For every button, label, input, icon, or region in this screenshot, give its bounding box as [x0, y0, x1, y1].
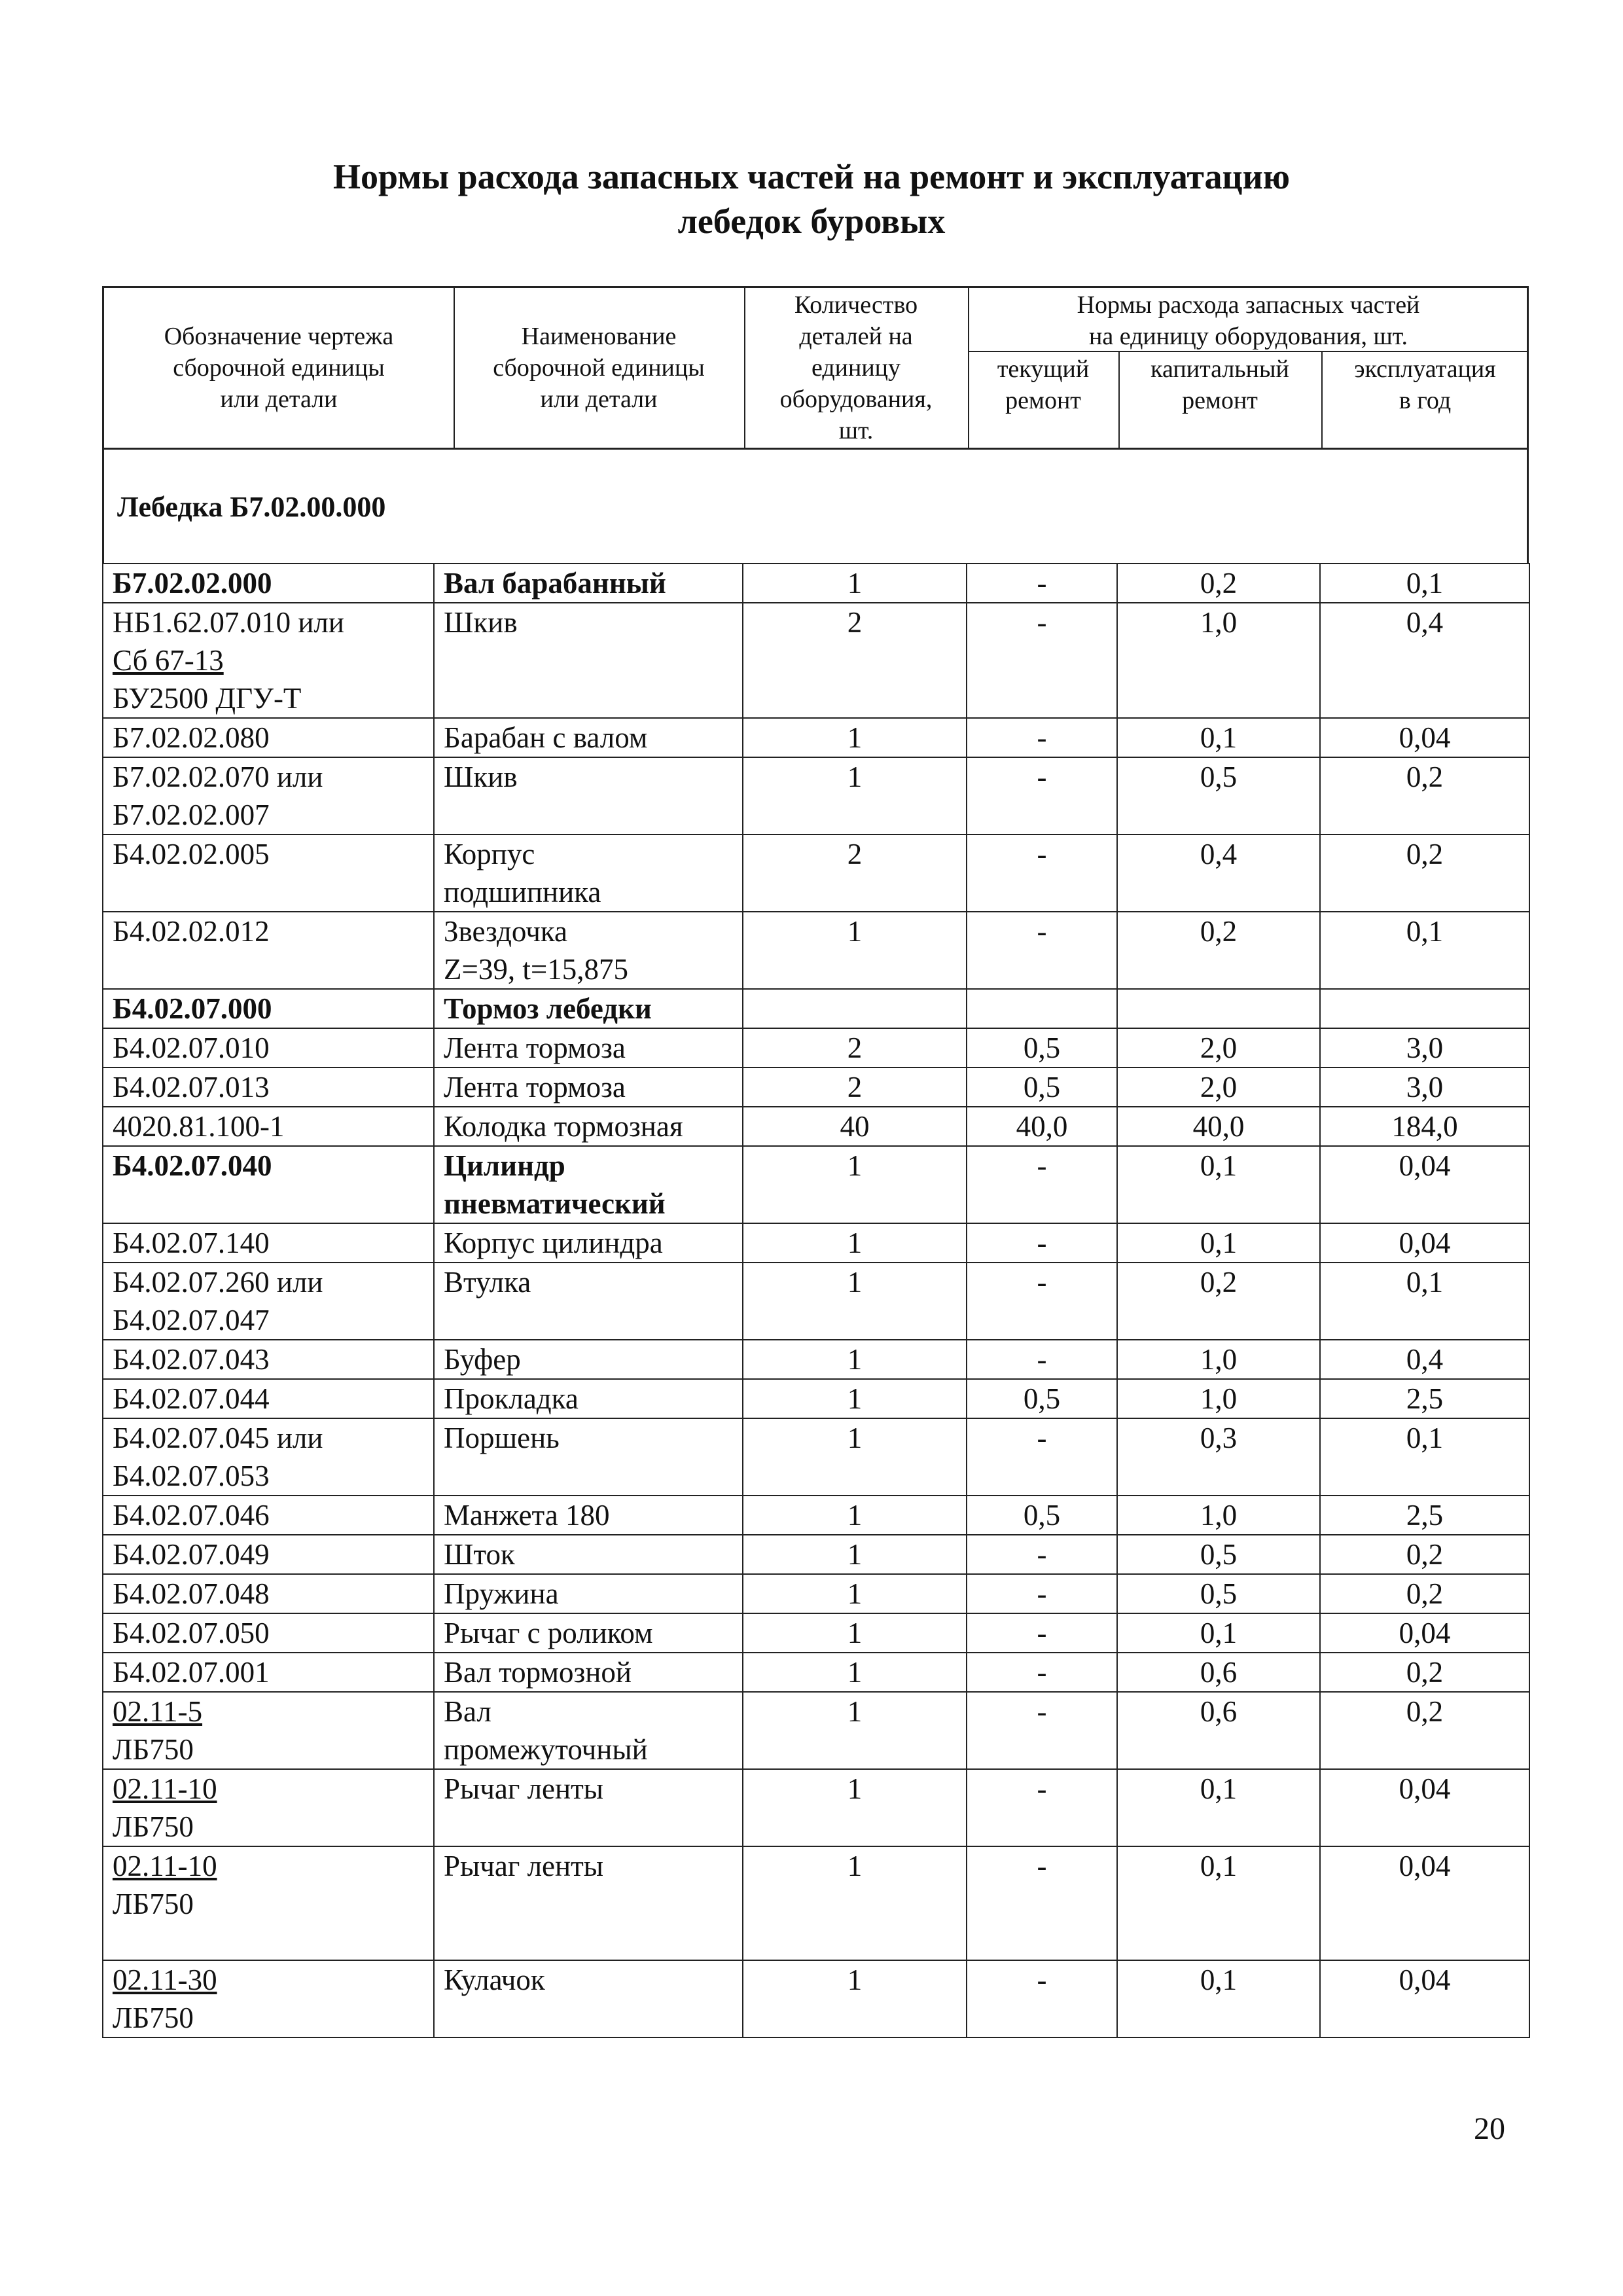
header-text: Количество [794, 291, 918, 319]
header-text: единицу [811, 354, 901, 382]
header-text: ремонт [1005, 387, 1081, 414]
cell-drawing-code [103, 603, 434, 718]
cell-quantity: 2 [743, 1067, 967, 1107]
cell-part-name [434, 1340, 743, 1379]
drawing-code-line: НБ1.62.07.010 или [113, 606, 344, 639]
cell-current-repair: - [967, 1574, 1117, 1613]
table-row [103, 1653, 1529, 1692]
cell-quantity: 1 [743, 1846, 967, 1960]
drawing-code-line: 4020.81.100-1 [113, 1110, 285, 1143]
drawing-code-line: Б7.02.02.007 [113, 798, 270, 831]
drawing-code-line: Б4.02.07.053 [113, 1460, 270, 1492]
cell-capital-repair: 0,1 [1117, 718, 1320, 757]
cell-drawing-code [103, 757, 434, 834]
cell-quantity: 1 [743, 1574, 967, 1613]
header-capital-repair [1118, 353, 1321, 416]
drawing-code-line: Б4.02.07.044 [113, 1382, 270, 1415]
cell-capital-repair: 0,1 [1117, 1223, 1320, 1263]
cell-drawing-code [103, 1496, 434, 1535]
part-name-line: Рычаг ленты [444, 1850, 603, 1882]
cell-part-name [434, 1028, 743, 1067]
drawing-code-line: 02.11-30 [113, 1964, 217, 1996]
header-text: деталей на [799, 323, 913, 350]
header-text: в год [1399, 387, 1452, 414]
drawing-code-line: ЛБ750 [113, 1810, 194, 1843]
cell-part-name [434, 718, 743, 757]
title-line-1: Нормы расхода запасных частей на ремонт и эксплуатацию [332, 157, 1290, 196]
cell-operation: 0,4 [1320, 1340, 1529, 1379]
drawing-code-line: 02.11-10 [113, 1850, 217, 1882]
cell-quantity [743, 989, 967, 1028]
part-name-line: Вал тормозной [444, 1656, 632, 1689]
cell-drawing-code [103, 1223, 434, 1263]
cell-quantity: 1 [743, 1340, 967, 1379]
table-row [103, 1146, 1529, 1223]
drawing-code-line: Б4.02.07.010 [113, 1031, 270, 1064]
cell-part-name [434, 1263, 743, 1340]
header-text: или детали [540, 386, 658, 413]
cell-capital-repair: 1,0 [1117, 1496, 1320, 1535]
cell-capital-repair: 0,1 [1117, 1960, 1320, 2037]
cell-part-name [434, 1379, 743, 1418]
cell-drawing-code [103, 564, 434, 603]
cell-operation: 0,04 [1320, 1846, 1529, 1960]
cell-current-repair: - [967, 564, 1117, 603]
cell-operation: 0,1 [1320, 912, 1529, 989]
cell-operation: 0,04 [1320, 1769, 1529, 1846]
header-drawing [104, 321, 454, 415]
cell-capital-repair: 0,1 [1117, 1613, 1320, 1653]
section-title: Лебедка Б7.02.00.000 [117, 491, 386, 523]
cell-capital-repair: 1,0 [1117, 603, 1320, 718]
cell-current-repair: 40,0 [967, 1107, 1117, 1146]
page-number: 20 [1474, 2111, 1505, 2146]
part-name-line: Пружина [444, 1577, 559, 1610]
cell-capital-repair: 0,5 [1117, 1574, 1320, 1613]
table-row [103, 757, 1529, 834]
table-row [103, 1067, 1529, 1107]
header-text: оборудования, [779, 386, 933, 413]
drawing-code-line: Б4.02.07.050 [113, 1617, 270, 1649]
cell-capital-repair: 0,3 [1117, 1418, 1320, 1496]
header-text: на единицу оборудования, шт. [1089, 323, 1408, 350]
cell-part-name [434, 1653, 743, 1692]
cell-part-name [434, 757, 743, 834]
cell-quantity: 1 [743, 718, 967, 757]
cell-part-name [434, 1223, 743, 1263]
cell-capital-repair: 0,2 [1117, 1263, 1320, 1340]
table-row [103, 1223, 1529, 1263]
cell-drawing-code [103, 1418, 434, 1496]
cell-quantity: 1 [743, 1692, 967, 1769]
cell-current-repair: - [967, 1418, 1117, 1496]
cell-drawing-code [103, 1340, 434, 1379]
cell-drawing-code [103, 1846, 434, 1960]
table-row [103, 1769, 1529, 1846]
cell-operation: 184,0 [1320, 1107, 1529, 1146]
part-name-line: Цилиндр [444, 1149, 565, 1182]
drawing-code-line: Б4.02.07.047 [113, 1304, 270, 1336]
part-name-line: Лента тормоза [444, 1031, 626, 1064]
cell-drawing-code [103, 989, 434, 1028]
cell-quantity: 1 [743, 1263, 967, 1340]
drawing-code-line: Б7.02.02.080 [113, 721, 270, 754]
cell-part-name [434, 1418, 743, 1496]
cell-current-repair: - [967, 757, 1117, 834]
cell-current-repair: - [967, 1146, 1117, 1223]
table-row [103, 1960, 1529, 2037]
table-row [103, 603, 1529, 718]
cell-capital-repair: 0,6 [1117, 1653, 1320, 1692]
cell-drawing-code [103, 1146, 434, 1223]
cell-quantity: 2 [743, 1028, 967, 1067]
cell-capital-repair: 2,0 [1117, 1067, 1320, 1107]
header-text: капитальный [1150, 355, 1289, 383]
table-row [103, 1028, 1529, 1067]
drawing-code-line: Б4.02.07.045 или [113, 1422, 323, 1454]
cell-capital-repair: 0,2 [1117, 912, 1320, 989]
cell-operation: 0,2 [1320, 834, 1529, 912]
cell-drawing-code [103, 1535, 434, 1574]
cell-capital-repair: 0,2 [1117, 564, 1320, 603]
cell-current-repair: - [967, 1653, 1117, 1692]
drawing-code-line: Б7.02.02.070 или [113, 761, 323, 793]
part-name-line: Манжета 180 [444, 1499, 610, 1532]
cell-current-repair: 0,5 [967, 1379, 1117, 1418]
cell-capital-repair: 0,1 [1117, 1846, 1320, 1960]
cell-operation: 0,2 [1320, 1574, 1529, 1613]
cell-part-name [434, 1574, 743, 1613]
table-row [103, 1340, 1529, 1379]
part-name-line: Тормоз лебедки [444, 992, 652, 1025]
cell-drawing-code [103, 834, 434, 912]
cell-operation: 0,1 [1320, 1418, 1529, 1496]
cell-quantity: 1 [743, 1146, 967, 1223]
cell-current-repair: - [967, 1263, 1117, 1340]
part-name-line: Рычаг ленты [444, 1772, 603, 1805]
part-name-line: Шкив [444, 606, 518, 639]
drawing-code-line: Б4.02.07.260 или [113, 1266, 323, 1299]
cell-operation: 0,4 [1320, 603, 1529, 718]
cell-capital-repair: 0,1 [1117, 1769, 1320, 1846]
cell-part-name [434, 1535, 743, 1574]
cell-operation: 0,2 [1320, 1653, 1529, 1692]
drawing-code-line: ЛБ750 [113, 2001, 194, 2034]
cell-capital-repair: 0,1 [1117, 1146, 1320, 1223]
part-name-line: Корпус цилиндра [444, 1227, 663, 1259]
header-name [454, 321, 744, 415]
cell-drawing-code [103, 1263, 434, 1340]
part-name-line: Z=39, t=15,875 [444, 953, 628, 986]
cell-operation [1320, 989, 1529, 1028]
cell-part-name [434, 1067, 743, 1107]
cell-part-name [434, 1146, 743, 1223]
cell-drawing-code [103, 1613, 434, 1653]
cell-quantity: 1 [743, 1535, 967, 1574]
cell-operation: 0,04 [1320, 718, 1529, 757]
cell-quantity: 1 [743, 912, 967, 989]
table-row [103, 1496, 1529, 1535]
table-row [103, 564, 1529, 603]
header-current-repair [968, 353, 1118, 416]
cell-current-repair: - [967, 912, 1117, 989]
cell-quantity: 40 [743, 1107, 967, 1146]
part-name-line: Колодка тормозная [444, 1110, 683, 1143]
cell-operation: 0,1 [1320, 564, 1529, 603]
part-name-line: Поршень [444, 1422, 560, 1454]
part-name-line: Лента тормоза [444, 1071, 626, 1103]
section-row [102, 450, 1529, 563]
drawing-code-line: ЛБ750 [113, 1733, 194, 1766]
cell-capital-repair: 1,0 [1117, 1340, 1320, 1379]
cell-capital-repair [1117, 989, 1320, 1028]
cell-drawing-code [103, 1653, 434, 1692]
part-name-line: Рычаг с роликом [444, 1617, 653, 1649]
table-header [102, 286, 1529, 450]
part-name-line: Кулачок [444, 1964, 545, 1996]
cell-current-repair: - [967, 1769, 1117, 1846]
part-name-line: Буфер [444, 1343, 521, 1376]
cell-operation: 0,2 [1320, 757, 1529, 834]
part-name-line: Барабан с валом [444, 721, 648, 754]
drawing-code-line: Б4.02.07.001 [113, 1656, 270, 1689]
cell-capital-repair: 0,5 [1117, 757, 1320, 834]
cell-current-repair: - [967, 603, 1117, 718]
cell-capital-repair: 0,5 [1117, 1535, 1320, 1574]
header-text: сборочной единицы [493, 354, 705, 382]
cell-quantity: 1 [743, 1223, 967, 1263]
cell-quantity: 1 [743, 757, 967, 834]
page-title [0, 154, 1623, 243]
drawing-code-line: Б7.02.02.000 [113, 567, 272, 600]
cell-operation: 0,2 [1320, 1535, 1529, 1574]
cell-operation: 2,5 [1320, 1379, 1529, 1418]
drawing-code-line: Б4.02.02.005 [113, 838, 270, 870]
cell-quantity: 1 [743, 1613, 967, 1653]
cell-part-name [434, 603, 743, 718]
cell-part-name [434, 564, 743, 603]
cell-operation: 3,0 [1320, 1067, 1529, 1107]
header-text: шт. [838, 417, 874, 444]
part-name-line: подшипника [444, 876, 601, 908]
cell-current-repair: - [967, 1223, 1117, 1263]
title-line-2: лебедок буровых [677, 202, 946, 241]
drawing-code-line: Б4.02.07.140 [113, 1227, 270, 1259]
drawing-code-line: Б4.02.07.013 [113, 1071, 270, 1103]
table-row [103, 718, 1529, 757]
cell-part-name [434, 1769, 743, 1846]
drawing-code-line: Б4.02.02.012 [113, 915, 270, 948]
cell-operation: 0,04 [1320, 1613, 1529, 1653]
drawing-code-line: БУ2500 ДГУ-Т [113, 682, 302, 715]
part-name-line: Прокладка [444, 1382, 579, 1415]
cell-quantity: 1 [743, 1960, 967, 2037]
table-row [103, 1846, 1529, 1960]
cell-quantity: 1 [743, 1653, 967, 1692]
part-name-line: Шток [444, 1538, 515, 1571]
cell-capital-repair: 40,0 [1117, 1107, 1320, 1146]
cell-operation: 0,1 [1320, 1263, 1529, 1340]
part-name-line: Втулка [444, 1266, 531, 1299]
cell-operation: 2,5 [1320, 1496, 1529, 1535]
cell-capital-repair: 0,4 [1117, 834, 1320, 912]
part-name-line: Вал барабанный [444, 567, 666, 600]
table-row [103, 834, 1529, 912]
table-row [103, 912, 1529, 989]
table-row [103, 1107, 1529, 1146]
cell-current-repair: - [967, 718, 1117, 757]
spare-parts-table [102, 563, 1530, 2038]
drawing-code-line: 02.11-10 [113, 1772, 217, 1805]
drawing-code-line: Б4.02.07.049 [113, 1538, 270, 1571]
header-norms [968, 289, 1529, 352]
cell-drawing-code [103, 1107, 434, 1146]
header-operation [1321, 353, 1529, 416]
drawing-code-line: Б4.02.07.000 [113, 992, 272, 1025]
cell-capital-repair: 0,6 [1117, 1692, 1320, 1769]
drawing-code-line: Б4.02.07.040 [113, 1149, 272, 1182]
cell-operation: 0,2 [1320, 1692, 1529, 1769]
cell-drawing-code [103, 1960, 434, 2037]
cell-quantity: 2 [743, 603, 967, 718]
cell-drawing-code [103, 1067, 434, 1107]
cell-drawing-code [103, 1028, 434, 1067]
cell-current-repair: 0,5 [967, 1067, 1117, 1107]
header-text: Обозначение чертежа [164, 323, 394, 350]
cell-operation: 0,04 [1320, 1223, 1529, 1263]
header-text: Нормы расхода запасных частей [1077, 291, 1420, 319]
cell-drawing-code [103, 1769, 434, 1846]
cell-current-repair: - [967, 1340, 1117, 1379]
drawing-code-line: ЛБ750 [113, 1888, 194, 1920]
cell-quantity: 1 [743, 1379, 967, 1418]
cell-part-name [434, 1107, 743, 1146]
header-quantity [744, 289, 968, 446]
table-row [103, 1535, 1529, 1574]
cell-operation: 0,04 [1320, 1960, 1529, 2037]
cell-quantity: 2 [743, 834, 967, 912]
cell-operation: 0,04 [1320, 1146, 1529, 1223]
header-text: текущий [997, 355, 1090, 383]
cell-drawing-code [103, 1692, 434, 1769]
drawing-code-line: 02.11-5 [113, 1695, 203, 1728]
header-text: сборочной единицы [173, 354, 385, 382]
table-row [103, 1692, 1529, 1769]
table-row [103, 989, 1529, 1028]
drawing-code-line: Б4.02.07.046 [113, 1499, 270, 1532]
cell-current-repair: - [967, 1613, 1117, 1653]
table-row [103, 1574, 1529, 1613]
cell-operation: 3,0 [1320, 1028, 1529, 1067]
cell-quantity: 1 [743, 1496, 967, 1535]
cell-current-repair: 0,5 [967, 1496, 1117, 1535]
cell-drawing-code [103, 718, 434, 757]
cell-quantity: 1 [743, 1418, 967, 1496]
cell-quantity: 1 [743, 564, 967, 603]
part-name-line: пневматический [444, 1187, 666, 1220]
cell-drawing-code [103, 912, 434, 989]
cell-part-name [434, 1496, 743, 1535]
cell-part-name [434, 912, 743, 989]
cell-current-repair: 0,5 [967, 1028, 1117, 1067]
drawing-code-line: Б4.02.07.048 [113, 1577, 270, 1610]
cell-current-repair: - [967, 1535, 1117, 1574]
part-name-line: промежуточный [444, 1733, 648, 1766]
cell-current-repair: - [967, 1960, 1117, 2037]
part-name-line: Корпус [444, 838, 535, 870]
cell-part-name [434, 1960, 743, 2037]
part-name-line: Вал [444, 1695, 491, 1728]
part-name-line: Шкив [444, 761, 518, 793]
header-text: Наименование [521, 323, 677, 350]
cell-part-name [434, 1613, 743, 1653]
cell-drawing-code [103, 1379, 434, 1418]
header-text: или детали [220, 386, 338, 413]
cell-current-repair: - [967, 1692, 1117, 1769]
header-text: ремонт [1182, 387, 1258, 414]
cell-part-name [434, 1692, 743, 1769]
table-body [103, 564, 1529, 2037]
cell-current-repair [967, 989, 1117, 1028]
cell-quantity: 1 [743, 1769, 967, 1846]
cell-current-repair: - [967, 1846, 1117, 1960]
cell-capital-repair: 1,0 [1117, 1379, 1320, 1418]
cell-capital-repair: 2,0 [1117, 1028, 1320, 1067]
cell-current-repair: - [967, 834, 1117, 912]
table-row [103, 1379, 1529, 1418]
table-row [103, 1418, 1529, 1496]
cell-part-name [434, 834, 743, 912]
header-text: эксплуатация [1354, 355, 1496, 383]
table-row [103, 1263, 1529, 1340]
drawing-code-line: Б4.02.07.043 [113, 1343, 270, 1376]
cell-drawing-code [103, 1574, 434, 1613]
cell-part-name [434, 1846, 743, 1960]
part-name-line: Звездочка [444, 915, 568, 948]
table-row [103, 1613, 1529, 1653]
drawing-code-line: Сб 67-13 [113, 644, 224, 677]
cell-part-name [434, 989, 743, 1028]
